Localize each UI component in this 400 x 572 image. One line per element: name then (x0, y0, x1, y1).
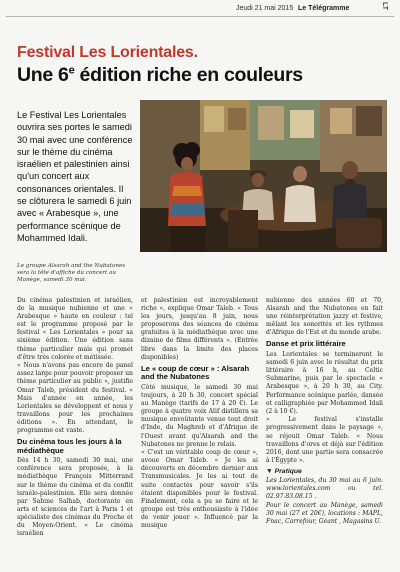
headline-ordinal: e (68, 64, 75, 77)
headline-prefix: Une 6 (17, 64, 69, 86)
issue-date: Jeudi 21 mai 2015 (236, 5, 294, 12)
practical-info-text: Pour le concert au Manège, samedi 30 mai (27 et 20€), locations : MAPL, Fnac, Carrefour, Géant , Magasins U. (266, 501, 383, 525)
article-headline (17, 64, 303, 87)
concert-band-photo (140, 100, 387, 252)
practical-info-text: Les Lorientales, du 30 mai au 6 juin. www.lorientales.com ou tel. 02.97.83.08.15 . (266, 476, 383, 501)
body-column-2 (141, 297, 258, 531)
body-paragraph: « Nous n'avons pas encore de panel assez large pour pouvoir proposer un thème particulier au public », justifie Omar Taleb, président du festival. « Mais d'année en année, les Lorientales se développent et nous y travaillons pour les prochaines éditions ». En attendant, le programme est vaste. (17, 362, 133, 434)
body-paragraph: Les Lorientales se termineront le samedi 6 juin avec le résultat du prix littéraire à 16 h, au Celtic Submarine, puis par le spectacle « Arabesque », à 20 h 30, au City. Performance scénique parlée, dansée et calligraphiée par Mohammed Idali (2 à 10 €). (266, 351, 383, 415)
section-subhead: Le « coup de cœur » : Alsarah and the Nubatones (141, 363, 250, 382)
headline-suffix: édition riche en couleurs (74, 64, 303, 86)
body-paragraph: Côté musique, le samedi 30 mai toujours, à 20 h 30, concert spécial au Manège (tarifs de 17 à 20 €). Le groupe à quatre voix Alif distillera sa musique envoûtante venue tout droit d'Inde, du Maghreb et d'Afrique de l'Ouest avant qu'Alsarah and the Nubatones ne prenne le relais. (141, 383, 258, 448)
article-kicker: Festival Les Lorientales. (17, 44, 198, 61)
article-lead: Le Festival Les Lorientales ouvrira ses portes le samedi 30 mai avec une conférence sur le thème du cinéma israélien et palestinien ainsi qu'un concert aux consonances orientales. Il se clôturera le samedi 6 juin avec « Arabesque », une performance scénique de Mohammed Idali. (17, 110, 133, 243)
section-subhead: Du cinéma tous les jours à la médiathèque (17, 437, 122, 455)
header-rule (6, 16, 394, 17)
body-paragraph: Dès 14 h 30, samedi 30 mai, une conférence sera proposée, à la médiathèque François Mitterrand sur le thème du cinéma et du conflit israélo-palestinien. Elle sera donnée par Sabine Salhab, doctorante en arts et sciences de l'art à Paris 1 et spécialiste des cinémas du Proche et du Moyen-Orient. « Le cinéma israélien (17, 457, 133, 538)
newspaper-name: Le Télégramme (298, 5, 350, 12)
body-paragraph: « C'est un véritable coup de cœur », avoue Omar Taleb. « Je les ai découverts en décembre dernier aux Transmusicales. Je les ai tout de suite contactés pour savoir s'ils étaient disponibles pour le festival. Finalement, cela a pu se faire et le groupe est très enthousiaste à l'idée de venir jouer ». Influencé par la musique (141, 449, 258, 530)
section-subhead: Danse et prix littéraire (266, 339, 346, 349)
page-edge-mark: LT (381, 2, 388, 11)
body-column-3 (266, 297, 383, 527)
body-paragraph: nubienne des années 60 et 70, Alsarah and the Nubatones en fait une réinterprétation jazzy et festive, mêlant les sonorités et les rythmes d'Afrique de l'Est et du monde arabe. (266, 297, 383, 337)
practical-info-title: ▼ Pratique (266, 467, 302, 475)
body-paragraph: « Le festival s'installe progressivement dans le paysage », se réjouit Omar Taleb. « Nous travaillons d'ores et déjà sur l'édition 2016, dont une partie sera consacrée à l'Égypte ». (266, 416, 383, 464)
body-paragraph: Du cinéma palestinien et israélien, de la musique nubienne et une « Arabesque » haute en couleur : tel est le programme proposé par le festival « Les Lorientales » pour sa sixième édition. Une édition sans thème particulier mais qui promet d'être très colorée et métissée. (17, 297, 133, 361)
photo-caption: Le groupe Alsarah and the Nubatones sera la tête d'affiche du concert au Manège, samedi 30 mai. (17, 263, 126, 284)
band-photo-illustration (140, 100, 387, 252)
body-paragraph: et palestinien est incroyablement riche », explique Omar Taleb. « Tous les jours, jusqu'au 8 juin, nous proposerons des séances de cinéma gratuites à la médiathèque avec une dizaine de films différents ». (Entrée libre dans la limite des places disponibles) (141, 297, 258, 361)
body-column-1 (17, 297, 133, 539)
